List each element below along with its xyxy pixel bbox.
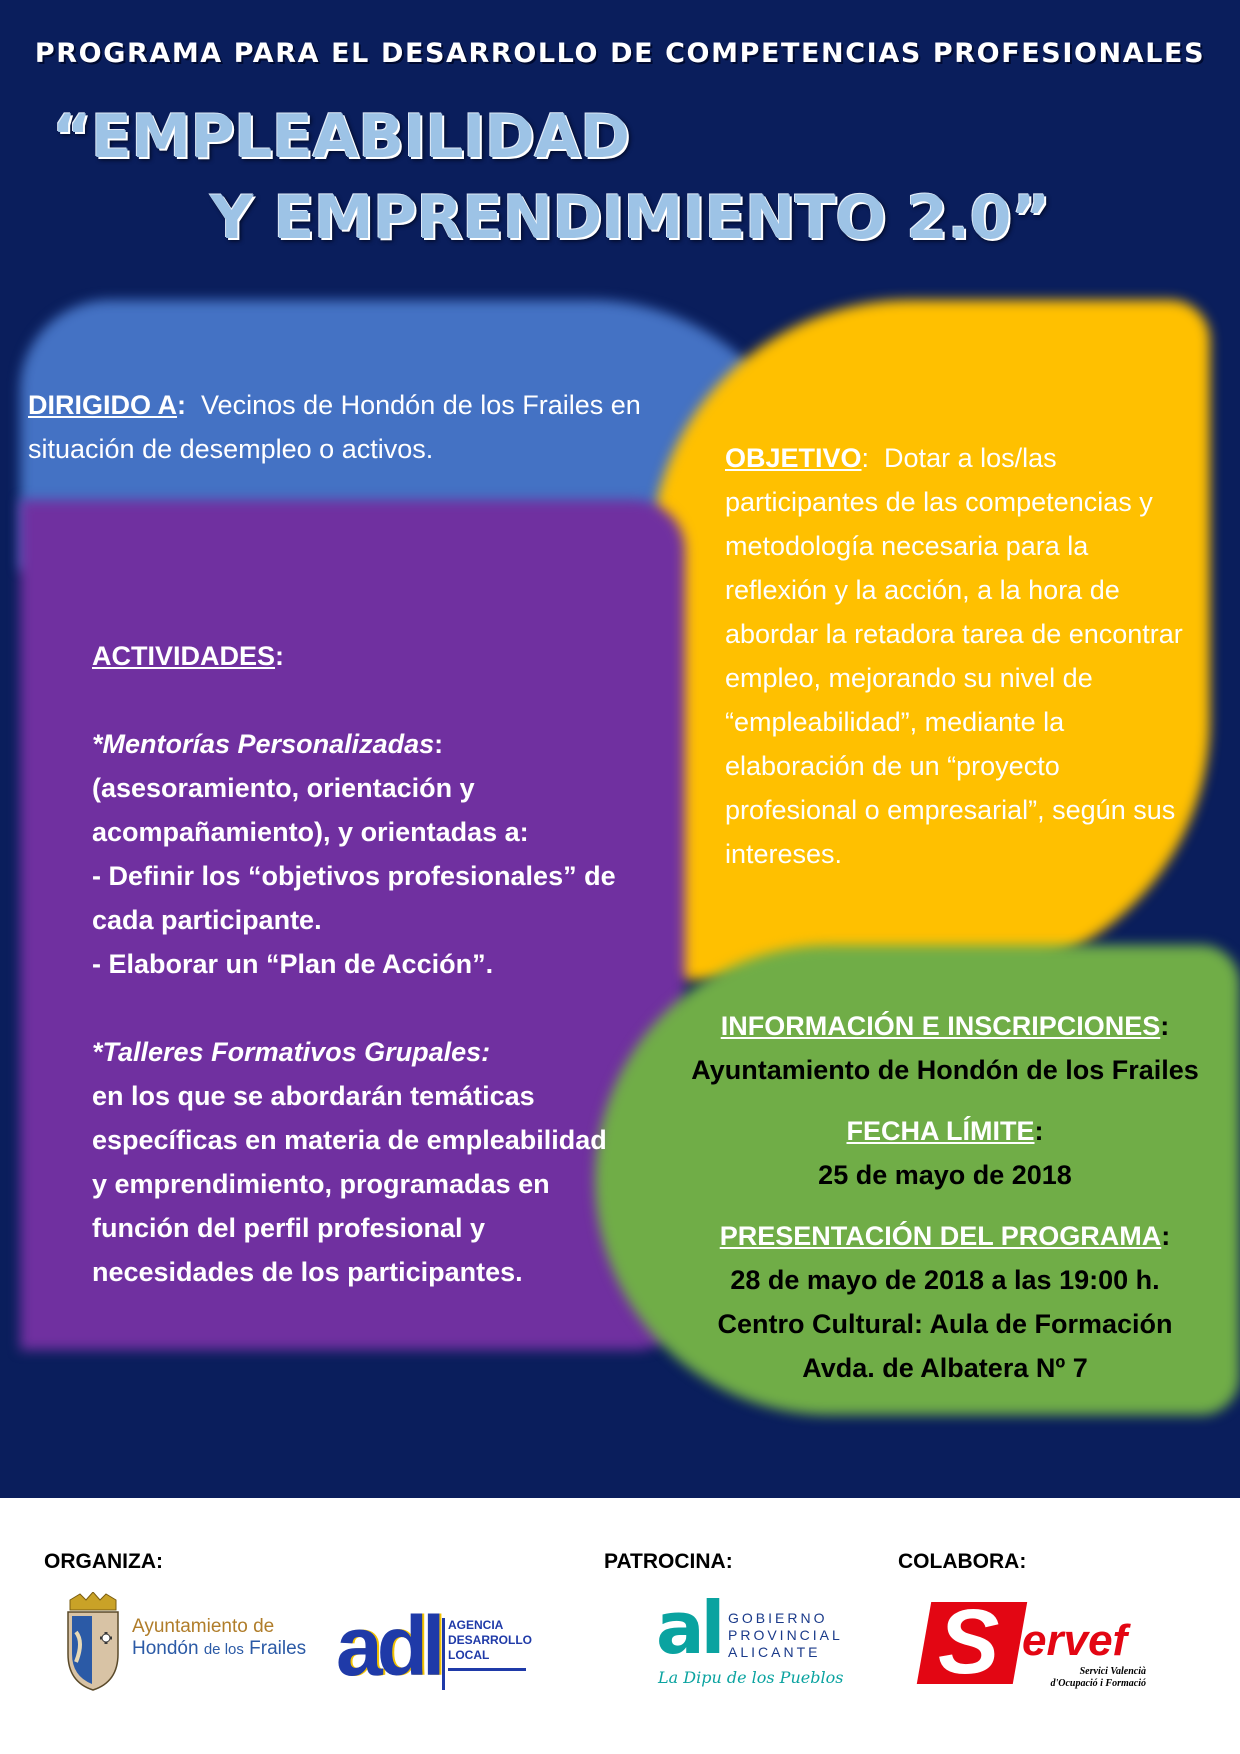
mentorias-text: (asesoramiento, orientación y acompañamiento), y orientadas a: <box>92 773 529 847</box>
title-line-2: Y EMPRENDIMIENTO 2.0” <box>210 183 1050 253</box>
talleres-text: en los que se abordarán temáticas específicas en materia de empleabilidad y emprendimiento, programadas en función del perfil profesional y necesidades de los participantes. <box>92 1081 607 1287</box>
adl-logo-line2: DESARROLLO <box>448 1633 532 1647</box>
inscripciones-label: INFORMACIÓN E INSCRIPCIONES <box>720 1011 1161 1041</box>
dipu-logo <box>656 1586 844 1696</box>
adl-logo-line3: LOCAL <box>448 1648 490 1662</box>
servef-logo-name: ervef <box>1022 1616 1128 1665</box>
presentacion-line-1: 28 de mayo de 2018 a las 19:00 h. <box>730 1265 1160 1295</box>
objetivo-section: OBJETIVO: Dotar a los/las participantes de las competencias y metodología necesaria para la reflexión y la acción, a la hora de abordar la retadora tarea de encontrar empleo, mejorando su nivel de “empleabilidad”, mediante la elaboración de un “proyecto profesional o empresarial”, según sus intereses. <box>725 443 1183 869</box>
objetivo-label: OBJETIVO <box>725 443 862 473</box>
fecha-label: FECHA LÍMITE <box>846 1116 1035 1146</box>
dipu-logo-line3: ALICANTE <box>728 1644 821 1660</box>
ayuntamiento-logo <box>132 1616 332 1660</box>
info-section: INFORMACIÓN E INSCRIPCIONES: Ayuntamiento de Hondón de los Frailes FECHA LÍMITE: 25 de mayo de 2018 PRESENTACIÓN DEL PROGRAMA: 28 de mayo de 2018 a las 19:00 h. Centro Cultural: Aula de Formación Avda. de Albatera Nº 7 <box>630 1004 1240 1390</box>
dirigido-section: DIRIGIDO A: Vecinos de Hondón de los Frailes en situación de desempleo o activos. <box>28 390 641 464</box>
patrocina-label: PATROCINA: <box>604 1550 733 1573</box>
dipu-logo-line1: GOBIERNO <box>728 1610 828 1626</box>
servef-logo-s: S <box>938 1591 1000 1693</box>
dipu-logo-mark: al <box>656 1586 722 1670</box>
organiza-label: ORGANIZA: <box>44 1550 163 1573</box>
ayuntamiento-logo-hondon: Hondón <box>132 1638 199 1659</box>
servef-logo-line1: Servici Valencià <box>1079 1666 1146 1677</box>
adl-logo-line1: AGENCIA <box>448 1618 504 1632</box>
dipu-logo-line2: PROVINCIAL <box>728 1627 843 1643</box>
talleres-title: *Talleres Formativos Grupales: <box>92 1037 491 1067</box>
adl-logo <box>336 1599 532 1694</box>
ayuntamiento-logo-frailes: Frailes <box>249 1638 307 1659</box>
actividades-label: ACTIVIDADES <box>92 641 276 671</box>
mentorias-title: *Mentorías Personalizadas <box>92 729 435 759</box>
title-line-1: “EMPLEABILIDAD <box>52 102 630 172</box>
inscripciones-text: Ayuntamiento de Hondón de los Frailes <box>691 1055 1199 1085</box>
colabora-label: COLABORA: <box>898 1550 1027 1573</box>
ayuntamiento-logo-delos: de los <box>203 1641 244 1658</box>
mentorias-item-2: - Elaborar un “Plan de Acción”. <box>92 949 494 979</box>
program-heading: PROGRAMA PARA EL DESARROLLO DE COMPETENCIAS PROFESIONALES <box>34 38 1206 69</box>
presentacion-line-2: Centro Cultural: Aula de Formación <box>717 1309 1173 1339</box>
actividades-section: ACTIVIDADES: *Mentorías Personalizadas: (asesoramiento, orientación y acompañamiento), y orientadas a: - Definir los “objetivos profesionales” de cada participante. - Elaborar un “Plan de Acción”. *Talleres Formativos Grupales: en los que se abordarán temáticas específicas en materia de empleabilidad y emprendimiento, programadas en función del perfil profesional y necesidades de los participantes. <box>92 634 652 1294</box>
ayuntamiento-shield-icon <box>62 1592 124 1692</box>
presentacion-line-3: Avda. de Albatera Nº 7 <box>802 1353 1088 1383</box>
dipu-logo-slogan: La Dipu de los Pueblos <box>658 1668 844 1687</box>
objetivo-text: Dotar a los/las participantes de las competencias y metodología necesaria para la reflexión y la acción, a la hora de abordar la retadora tarea de encontrar empleo, mejorando su nivel de “empleabilidad”, mediante la elaboración de un “proyecto profesional o empresarial”, según sus intereses. <box>725 443 1183 869</box>
servef-logo-line2: d'Ocupació i Formació <box>1050 1678 1146 1689</box>
servef-logo <box>924 1591 1154 1700</box>
ayuntamiento-logo-line1: Ayuntamiento de <box>132 1616 275 1637</box>
fecha-text: 25 de mayo de 2018 <box>818 1160 1072 1190</box>
dirigido-text: Vecinos de Hondón de los Frailes en situación de desempleo o activos. <box>28 390 641 464</box>
presentacion-label: PRESENTACIÓN DEL PROGRAMA <box>719 1221 1162 1251</box>
adl-logo-mark: adl <box>336 1599 440 1693</box>
mentorias-item-1: - Definir los “objetivos profesionales” de cada participante. <box>92 861 616 935</box>
dirigido-label: DIRIGIDO A <box>28 390 178 420</box>
